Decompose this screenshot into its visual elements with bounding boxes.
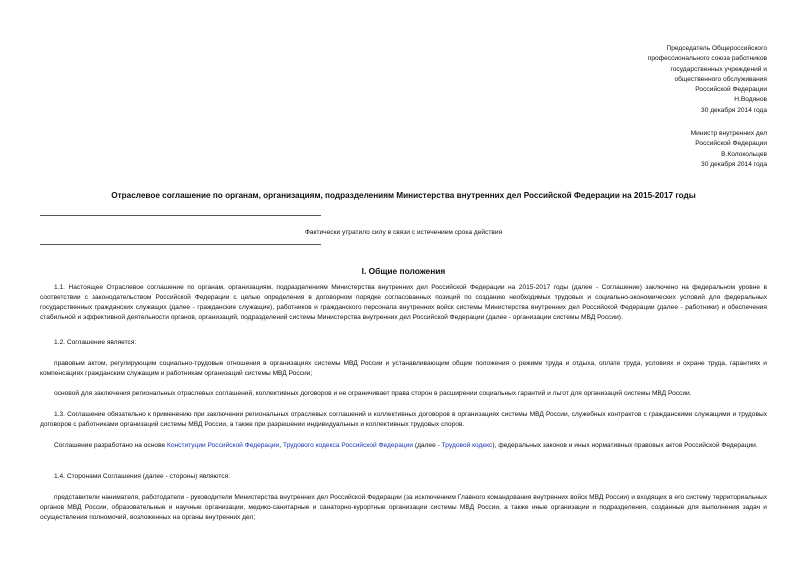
signature-block-union	[567, 44, 767, 116]
labor-code-short-link[interactable]: Трудовой кодекс	[441, 442, 493, 449]
signature-line: профессионального союза работников	[647, 55, 767, 63]
signature-line: общественного обслуживания	[674, 75, 767, 83]
signature-line: Российской Федерации	[695, 86, 767, 94]
text-fragment: ,	[279, 442, 283, 449]
paragraph-legal-basis	[40, 441, 767, 451]
divider	[40, 215, 321, 216]
paragraph-1-4: 1.4. Сторонами Соглашения (далее - стороны) являются:	[54, 473, 230, 480]
divider	[40, 244, 321, 245]
text-fragment: ), федеральных законов и иных нормативных правовых актов Российской Федерации.	[492, 442, 758, 449]
signature-line: Российской Федерации	[695, 140, 767, 148]
signatory-name: Н.Водянов	[734, 96, 767, 104]
section-heading: I. Общие положения	[361, 266, 446, 276]
signature-date: 30 декабря 2014 года	[701, 160, 767, 168]
paragraph-1-2: 1.2. Соглашение является:	[54, 339, 137, 346]
signature-block-minister	[567, 129, 767, 170]
signature-line: Председатель Общероссийского	[666, 45, 767, 52]
signature-line: государственных учреждений и	[670, 65, 767, 73]
signature-line: Министр внутренних дел	[690, 130, 767, 137]
constitution-link[interactable]: Конституции Российской Федерации	[167, 442, 280, 449]
text-fragment: (далее -	[413, 442, 442, 449]
paragraph-1-3: 1.3. Соглашение обязательно к применению при заключении региональных отраслевых соглашений и коллективных договоров в организациях системы МВД России, служебных контрактов с гражданскими служащими и трудовых договоров с работниками организаций системы МВД России, а также при разрешении индивидуальных и коллективных трудовых споров.	[40, 411, 767, 429]
paragraph-legal-act: правовым актом, регулирующим социально-трудовые отношения в организациях системы МВД России и устанавливающим общие положения о режиме труда и отдыха, оплате труда, условиях и охране труда, гарантиях и компенсациях гражданским служащим и работникам организаций системы МВД России;	[40, 360, 767, 378]
paragraph-basis: основой для заключения региональных отраслевых соглашений, коллективных договоров и не ограничивает права сторон в расширении социальных гарантий и льгот для организаций системы МВД России.	[54, 390, 692, 397]
signature-date: 30 декабря 2014 года	[701, 106, 767, 114]
paragraph-1-1: 1.1. Настоящее Отраслевое соглашение по органам, организациям, подразделениям Министерства внутренних дел Российской Федерации на 2015-2017 годы (далее - Соглашение) заключено на федеральном уровне в соответствии с законодательством Российской Федерации с целью определения в договорном порядке согласованных позиций по созданию необходимых трудовых и социально-экономических условий для федеральных государственных гражданских служащих (далее - гражданские служащие), работников и гражданского персонала внутренних войск системы Министерства внутренних дел Российской Федерации (далее - работники) и обеспечения стабильной и эффективной деятельности органов, организаций, подразделений системы Министерства внутренних дел Российской Федерации (далее - организации системы МВД России).	[40, 284, 767, 322]
text-fragment: Соглашение разработано на основе	[54, 442, 167, 449]
document-title: Отраслевое соглашение по органам, организациям, подразделениям Министерства внутренних дел Российской Федерации на 2015-2017 годы	[111, 191, 696, 200]
signatory-name: В.Колокольцев	[721, 150, 767, 158]
status-note: Фактически утратило силу в связи с истечением срока действия	[304, 229, 503, 236]
labor-code-link[interactable]: Трудового кодекса Российской Федерации	[282, 442, 414, 449]
paragraph-parties: представители нанимателя, работодатели - руководители Министерства внутренних дел Российской Федерации (за исключением Главного командования внутренних войск МВД России) и входящих в его систему территориальных органов МВД России, образовательные и научные организации, медико-санитарные и санаторно-курортные организации системы МВД России, а также иные организации и подразделения, созданные для выполнения задач и осуществления полномочий, возложенных на органы внутренних дел;	[40, 494, 767, 522]
